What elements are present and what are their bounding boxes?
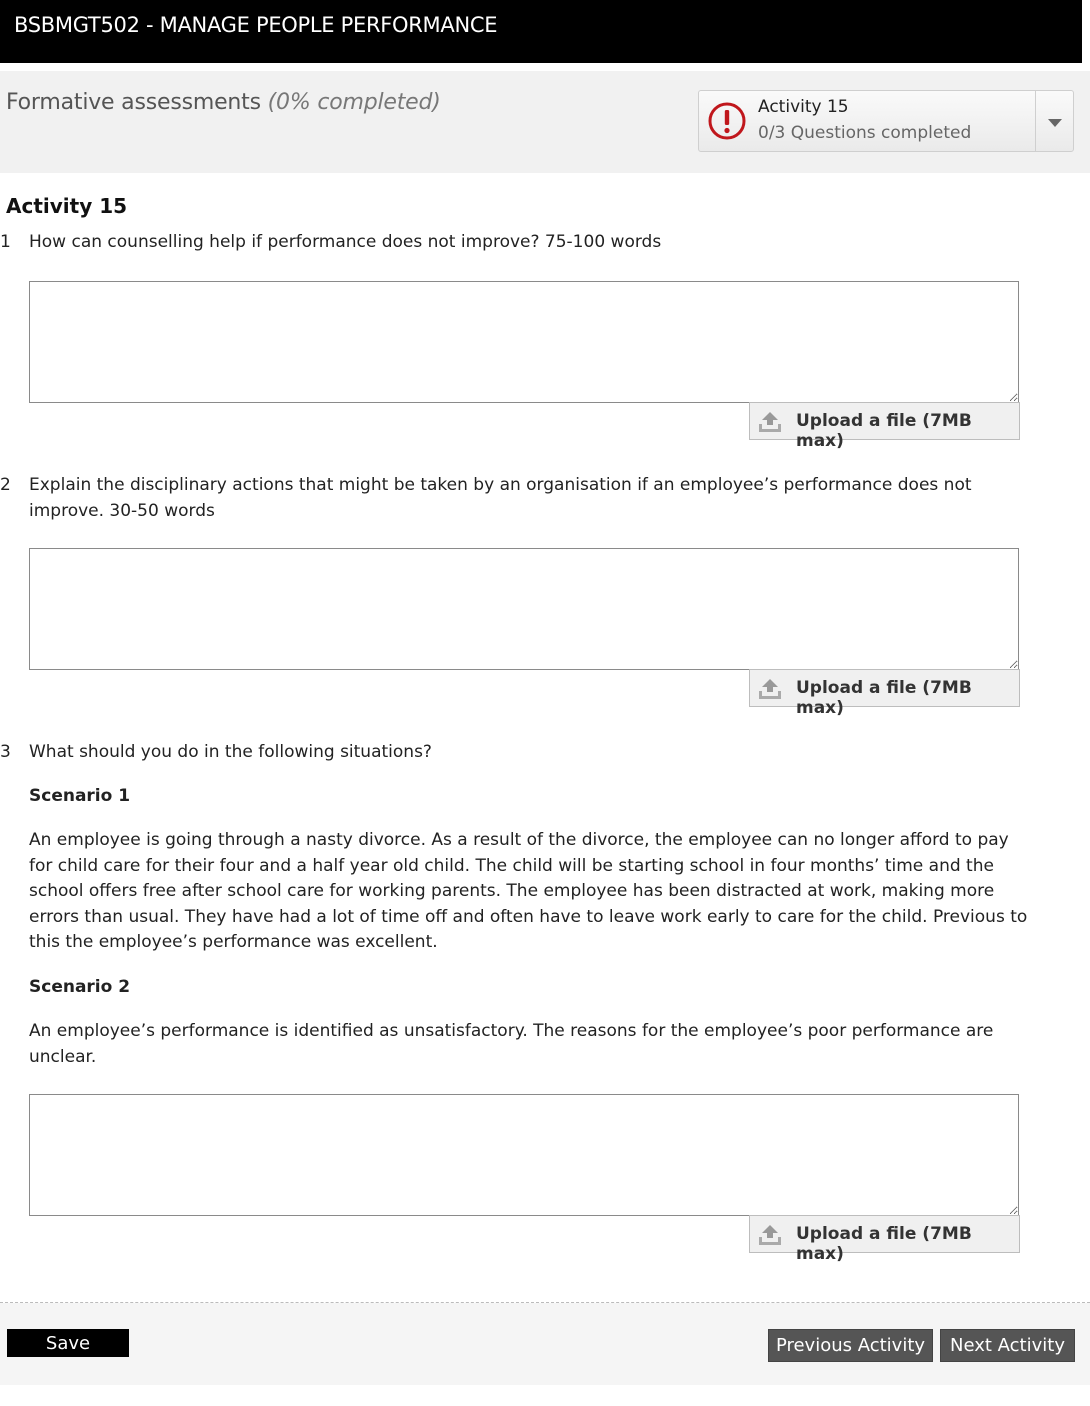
question-text: Explain the disciplinary actions that might be taken by an organisation if an employee’s performance does not improve. 30-50 words: [29, 475, 972, 521]
dropdown-divider: [1035, 91, 1036, 151]
upload-icon: [758, 678, 782, 700]
scenario-text: An employee’s performance is identified as unsatisfactory. The reasons for the employee’s poor performance are unclear.: [29, 1021, 994, 1067]
upload-file-label: Upload a file (7MB max): [796, 1224, 972, 1264]
answer-field-q3[interactable]: [29, 1094, 1019, 1216]
upload-file-button-q2[interactable]: [749, 669, 1020, 718]
assessment-progress: (0% completed): [267, 90, 441, 115]
assessment-label: Formative assessments: [6, 90, 261, 115]
scenario-title: Scenario 2: [29, 977, 131, 997]
question-text: What should you do in the following situations?: [29, 742, 432, 762]
question-number: 1: [0, 232, 11, 252]
assessment-progress-title: [6, 90, 441, 115]
save-button[interactable]: Save: [7, 1329, 129, 1357]
upload-file-label: Upload a file (7MB max): [796, 678, 972, 718]
activity-heading: Activity 15: [6, 194, 128, 218]
course-title-bar: [0, 0, 1082, 63]
activity-dropdown-subtitle: 0/3 Questions completed: [758, 123, 972, 143]
alert-circle-icon: [707, 101, 747, 141]
next-activity-button[interactable]: Next Activity: [940, 1329, 1075, 1362]
activity-dropdown[interactable]: [698, 90, 1074, 152]
upload-file-button-q3[interactable]: [749, 1215, 1020, 1264]
scenario-text: An employee is going through a nasty divorce. As a result of the divorce, the employee can no longer afford to pay for child care for their four and a half year old child. The child will be starting school in four months’ time and the school offers free after school care for working parents. The employee has been distracted at work, making more errors than usual. They have had a lot of time off and often have to leave work early to care for the child. Previous to this the employee’s performance was excellent.: [29, 830, 1028, 952]
previous-activity-button[interactable]: Previous Activity: [768, 1329, 933, 1362]
answer-field-q1[interactable]: [29, 281, 1019, 403]
course-title: BSBMGT502 - MANAGE PEOPLE PERFORMANCE: [14, 13, 498, 37]
upload-file-button-q1[interactable]: [749, 402, 1020, 451]
upload-file-label: Upload a file (7MB max): [796, 411, 972, 451]
scenario-title: Scenario 1: [29, 786, 131, 806]
chevron-down-icon[interactable]: [1048, 119, 1062, 127]
answer-field-q2[interactable]: [29, 548, 1019, 670]
question-number: 3: [0, 742, 11, 762]
upload-icon: [758, 1224, 782, 1246]
upload-icon: [758, 411, 782, 433]
question-text: How can counselling help if performance does not improve? 75-100 words: [29, 232, 662, 252]
activity-dropdown-title: Activity 15: [758, 97, 849, 117]
question-number: 2: [0, 475, 11, 495]
